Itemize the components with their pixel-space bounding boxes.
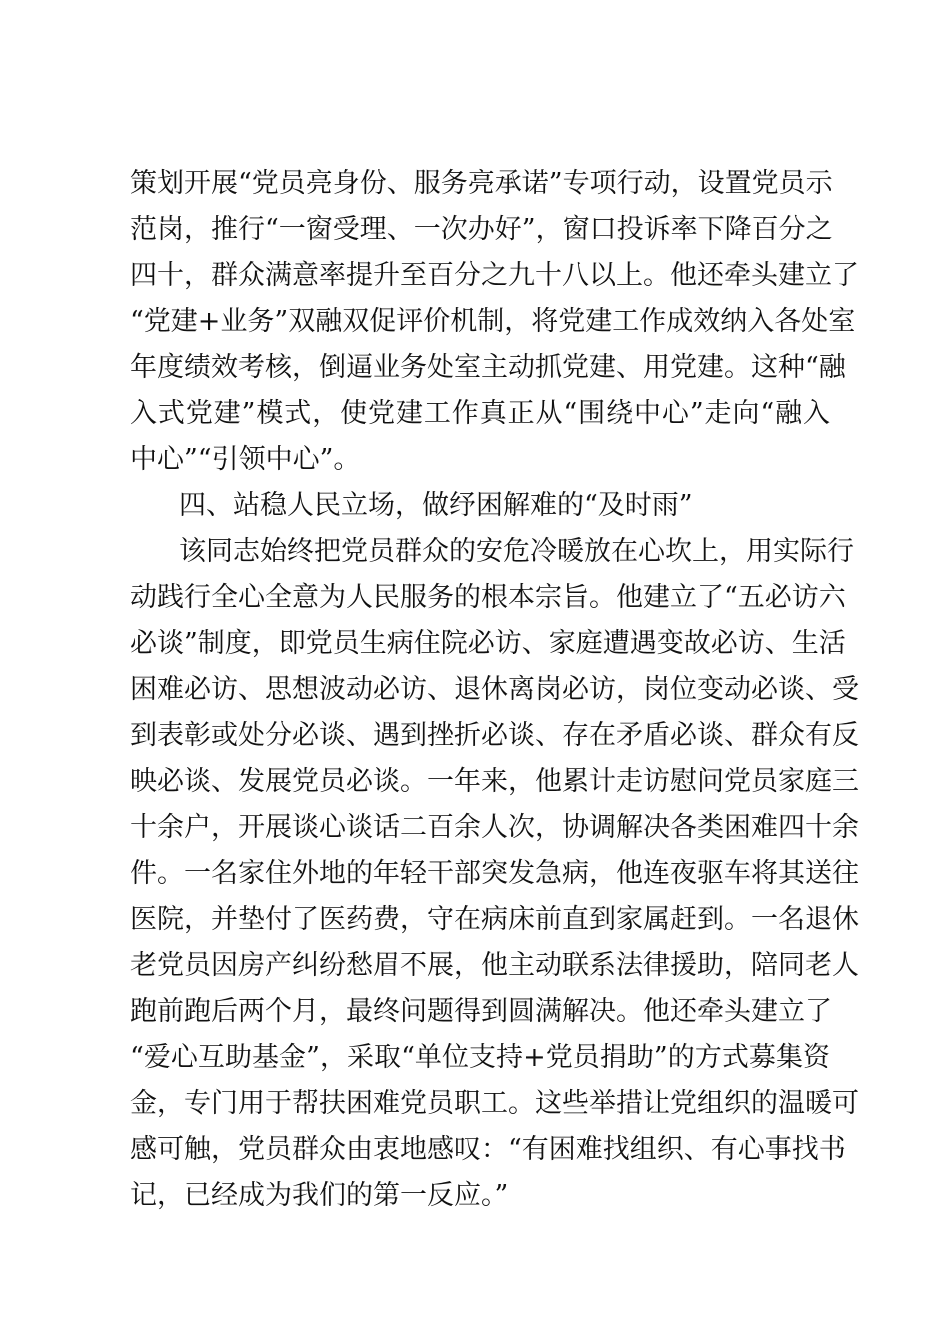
paragraph-line: “爱心互助基金”，采取“单位支持+党员捐助”的方式募集资: [130, 1042, 830, 1073]
paragraph-line: 年度绩效考核，倒逼业务处室主动抓党建、用党建。这种“融: [130, 352, 846, 383]
paragraph-line: 记，已经成为我们的第一反应。”: [130, 1180, 509, 1211]
paragraph-line: 件。一名家住外地的年轻干部突发急病，他连夜驱车将其送往: [130, 858, 859, 889]
paragraph-line: 动践行全心全意为人民服务的根本宗旨。他建立了“五必访六: [130, 582, 846, 613]
paragraph-line: 感可触，党员群众由衷地感叹：“有困难找组织、有心事找书: [130, 1134, 846, 1165]
section-heading: 四、站稳人民立场，做纾困解难的“及时雨”: [179, 490, 693, 521]
paragraph-line: 十余户，开展谈心谈话二百余人次，协调解决各类困难四十余: [130, 812, 859, 843]
paragraph-line: 金，专门用于帮扶困难党员职工。这些举措让党组织的温暖可: [130, 1088, 859, 1119]
paragraph-line: 入式党建”模式，使党建工作真正从“围绕中心”走向“融入: [130, 398, 830, 429]
paragraph-line: 老党员因房产纠纷愁眉不展，他主动联系法律援助，陪同老人: [130, 950, 859, 981]
paragraph-line: 该同志始终把党员群众的安危冷暖放在心坎上，用实际行: [179, 536, 854, 567]
paragraph-line: 四十，群众满意率提升至百分之九十八以上。他还牵头建立了: [130, 260, 859, 291]
paragraph-line: 中心”“引领中心”。: [130, 444, 361, 475]
paragraph-line: “党建+业务”双融双促评价机制，将党建工作成效纳入各处室: [130, 306, 856, 337]
paragraph-line: 困难必访、思想波动必访、退休离岗必访，岗位变动必谈、受: [130, 674, 859, 705]
paragraph-line: 医院，并垫付了医药费，守在病床前直到家属赶到。一名退休: [130, 904, 859, 935]
paragraph-line: 必谈”制度，即党员生病住院必访、家庭遭遇变故必访、生活: [130, 628, 846, 659]
paragraph-line: 到表彰或处分必谈、遇到挫折必谈、存在矛盾必谈、群众有反: [130, 720, 859, 751]
paragraph-line: 跑前跑后两个月，最终问题得到圆满解决。他还牵头建立了: [130, 996, 832, 1027]
paragraph-line: 策划开展“党员亮身份、服务亮承诺”专项行动，设置党员示: [130, 168, 833, 199]
paragraph-line: 映必谈、发展党员必谈。一年来，他累计走访慰问党员家庭三: [130, 766, 859, 797]
paragraph-line: 范岗，推行“一窗受理、一次办好”，窗口投诉率下降百分之: [130, 214, 833, 245]
